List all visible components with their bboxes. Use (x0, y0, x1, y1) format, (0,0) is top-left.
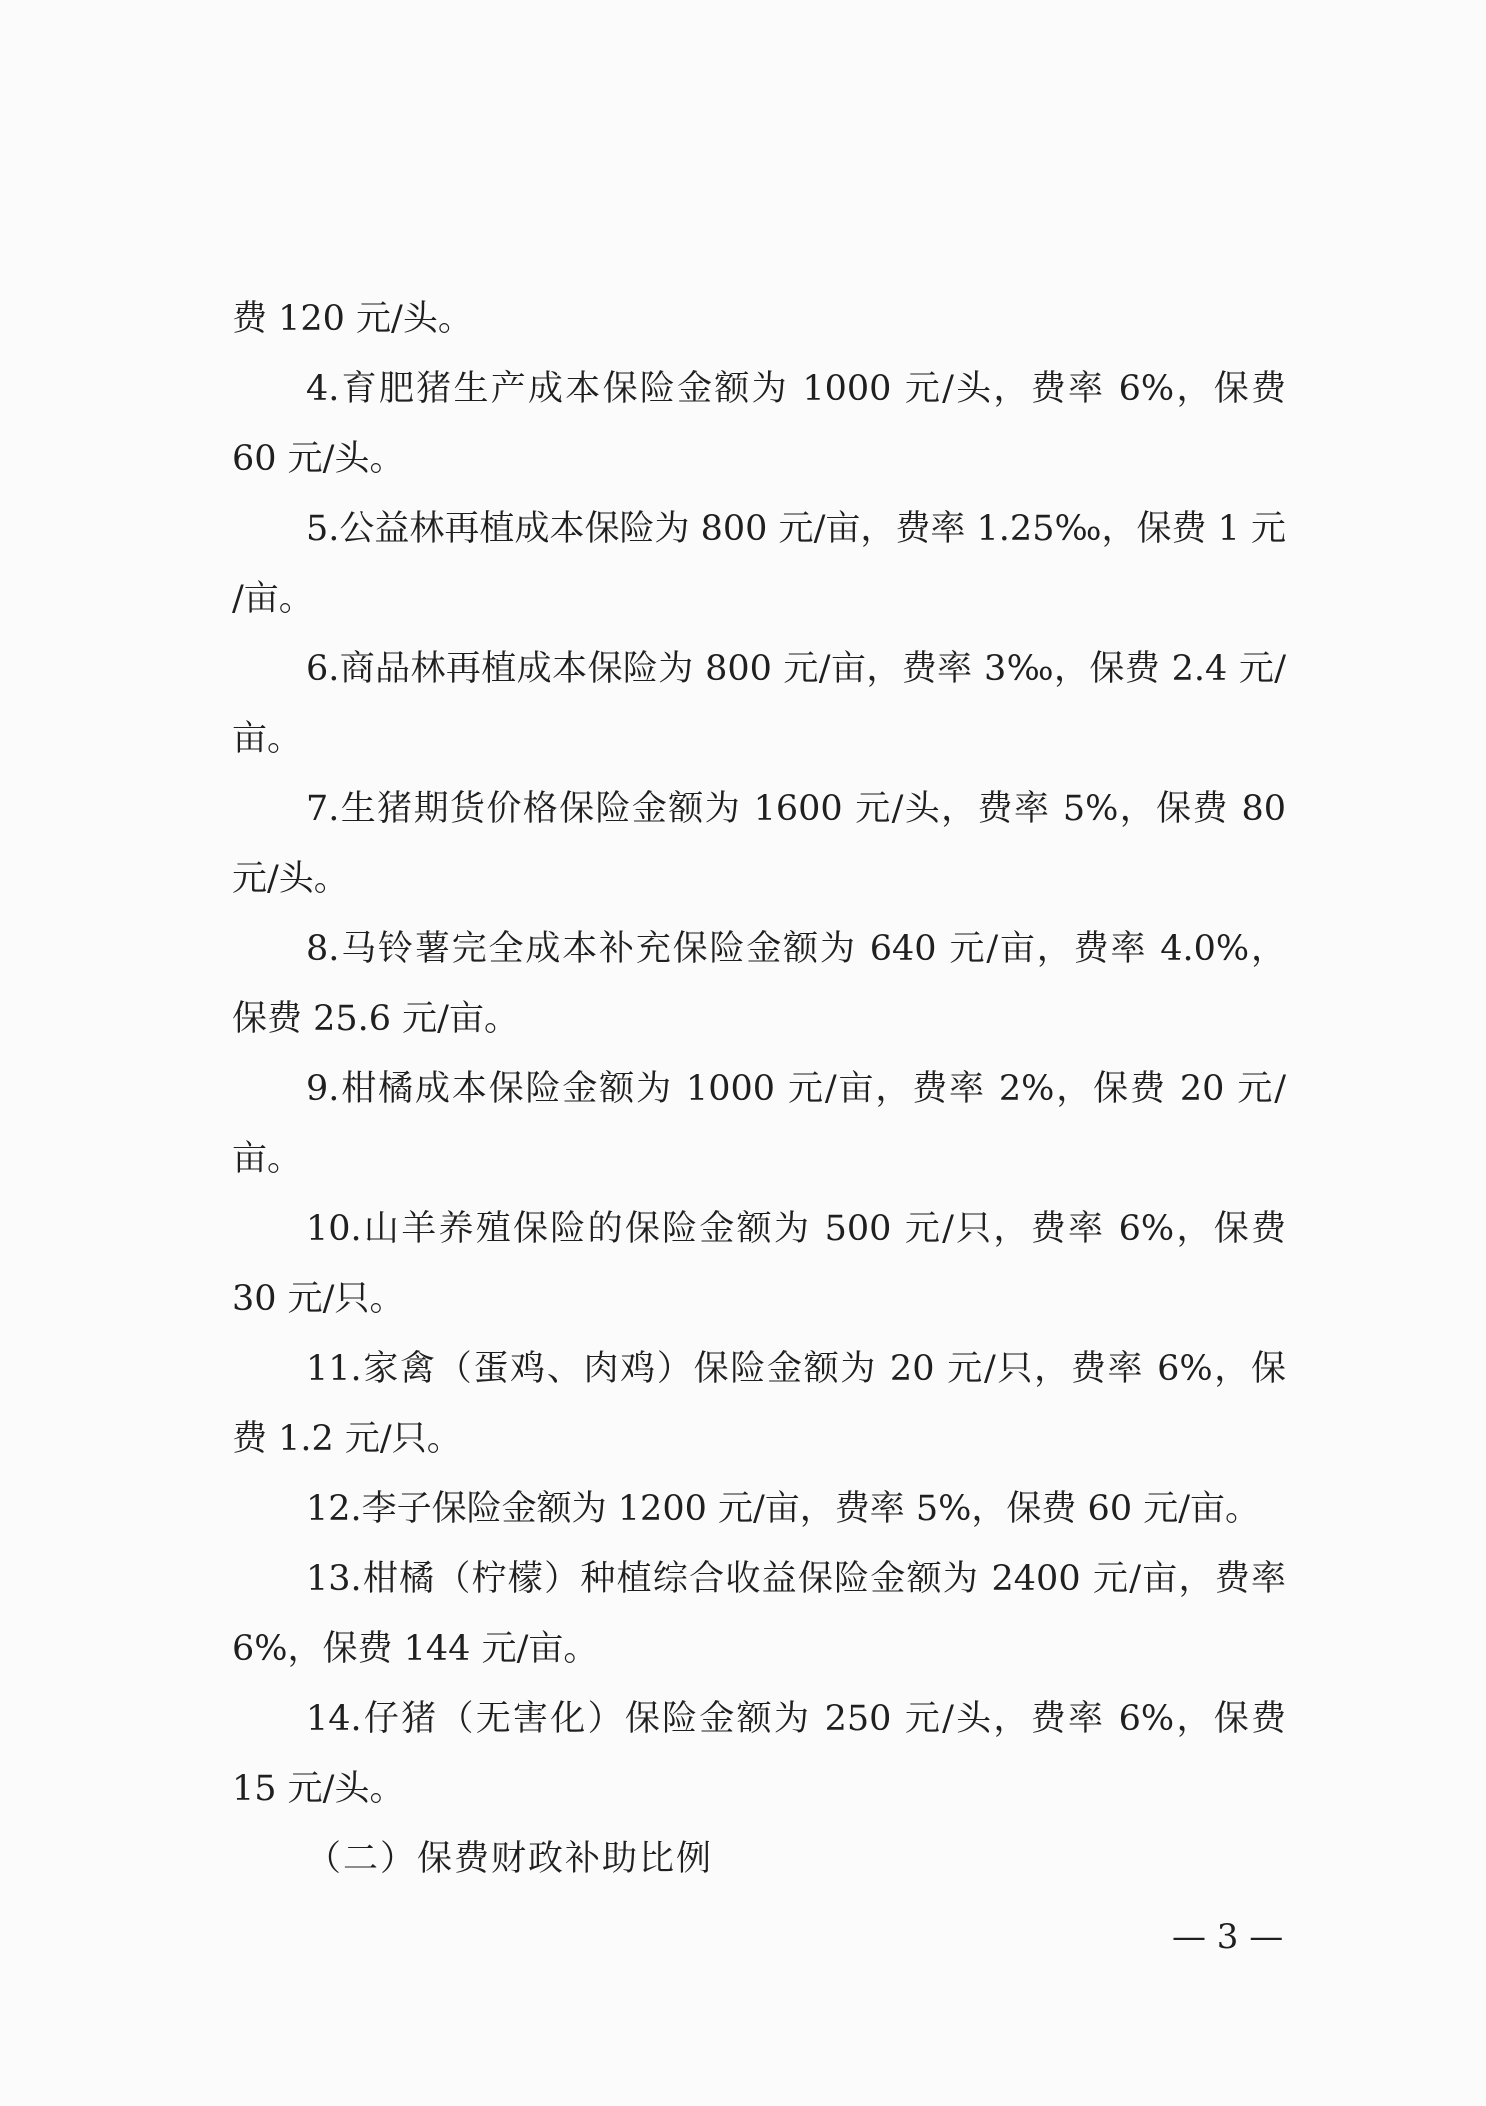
paragraph-line: 费 1.2 元/只。 (232, 1419, 462, 1459)
paragraph-line: 6.商品林再植成本保险为 800 元/亩，费率 3‰，保费 2.4 元/ (306, 649, 1286, 689)
paragraph-line: 11.家禽（蛋鸡、肉鸡）保险金额为 20 元/只，费率 6%，保 (306, 1349, 1286, 1389)
paragraph-line: 6%，保费 144 元/亩。 (232, 1629, 599, 1669)
paragraph-line: /亩。 (232, 579, 314, 619)
section-heading: （二）保费财政补助比例 (306, 1839, 714, 1879)
paragraph-line: 保费 25.6 元/亩。 (232, 999, 519, 1039)
paragraph-line: 亩。 (232, 719, 303, 759)
paragraph-line: 10.山羊养殖保险的保险金额为 500 元/只，费率 6%，保费 (306, 1209, 1286, 1249)
paragraph-line: 费 120 元/头。 (232, 299, 473, 339)
paragraph-line: 15 元/头。 (232, 1769, 405, 1809)
paragraph-line: 30 元/只。 (232, 1279, 405, 1319)
paragraph-line: 亩。 (232, 1139, 303, 1179)
paragraph-line: 7.生猪期货价格保险金额为 1600 元/头，费率 5%，保费 80 (306, 789, 1286, 829)
paragraph-line: 9.柑橘成本保险金额为 1000 元/亩，费率 2%，保费 20 元/ (306, 1069, 1286, 1109)
paragraph-line: 60 元/头。 (232, 439, 405, 479)
paragraph-line: 8.马铃薯完全成本补充保险金额为 640 元/亩，费率 4.0%， (306, 929, 1286, 969)
paragraph-line: 13.柑橘（柠檬）种植综合收益保险金额为 2400 元/亩，费率 (306, 1559, 1286, 1599)
paragraph-line: 4.育肥猪生产成本保险金额为 1000 元/头，费率 6%，保费 (306, 369, 1286, 409)
paragraph-line: 14.仔猪（无害化）保险金额为 250 元/头，费率 6%，保费 (306, 1699, 1286, 1739)
paragraph-line: 5.公益林再植成本保险为 800 元/亩，费率 1.25‰，保费 1 元 (306, 509, 1286, 549)
paragraph-line: 12.李子保险金额为 1200 元/亩，费率 5%，保费 60 元/亩。 (306, 1489, 1261, 1529)
page-number: — 3 — (1172, 1917, 1284, 1957)
paragraph-line: 元/头。 (232, 859, 349, 899)
